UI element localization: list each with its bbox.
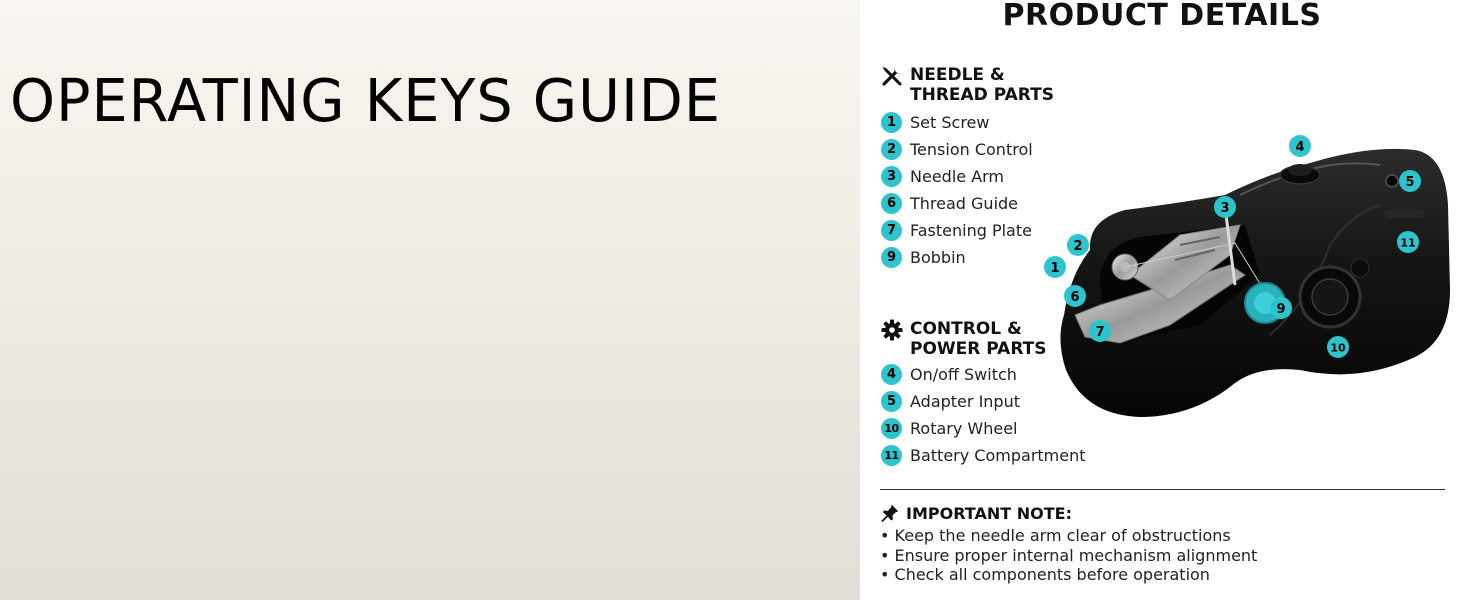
part-label: Rotary Wheel (910, 419, 1018, 438)
needle-parts-list (881, 109, 1033, 271)
part-label: Needle Arm (910, 167, 1005, 186)
list-item (881, 136, 1033, 163)
part-label: Battery Compartment (910, 446, 1086, 465)
part-number-badge: 10 (881, 418, 902, 439)
callout-10 (1327, 336, 1349, 358)
control-power-section-heading (880, 319, 1047, 359)
sewing-machine-illustration (1030, 125, 1464, 435)
part-label: Tension Control (910, 140, 1033, 159)
callout-9 (1270, 297, 1292, 319)
callout-7 (1089, 320, 1111, 342)
part-number-badge: 2 (881, 139, 902, 160)
callout-6 (1064, 285, 1086, 307)
callout-11 (1397, 231, 1419, 253)
section-divider (880, 489, 1445, 490)
part-number-badge: 4 (881, 364, 902, 385)
part-label: Set Screw (910, 113, 990, 132)
note-item: • Keep the needle arm clear of obstructions (880, 526, 1231, 545)
callout-label: 10 (1330, 341, 1346, 355)
important-note-title: IMPORTANT NOTE: (906, 503, 1072, 523)
part-number-badge: 1 (881, 112, 902, 133)
list-item (881, 217, 1033, 244)
product-details-title: PRODUCT DETAILS (1002, 0, 1322, 33)
needle-thread-section-heading (880, 65, 1054, 105)
list-item (881, 109, 1033, 136)
callout-label: 4 (1295, 140, 1305, 155)
control-heading-line2: POWER PARTS (910, 339, 1047, 359)
important-note-heading (880, 503, 1072, 523)
note-item: • Check all components before operation (880, 565, 1210, 584)
part-number-badge: 6 (881, 193, 902, 214)
callout-3 (1214, 196, 1236, 218)
needle-heading-line2: THREAD PARTS (910, 85, 1054, 105)
part-label: Thread Guide (910, 194, 1019, 213)
callout-label: 2 (1073, 239, 1083, 254)
callout-label: 6 (1070, 290, 1080, 305)
callout-label: 3 (1220, 201, 1230, 216)
callout-2 (1067, 234, 1089, 256)
callout-1 (1044, 256, 1066, 278)
callout-label: 11 (1400, 236, 1416, 250)
list-item (881, 190, 1033, 217)
part-label: Bobbin (910, 248, 966, 267)
callout-label: 9 (1276, 302, 1286, 317)
part-label: Fastening Plate (910, 221, 1032, 240)
part-number-badge: 9 (881, 247, 902, 268)
callout-5 (1399, 170, 1421, 192)
part-number-badge: 5 (881, 391, 902, 412)
callout-label: 5 (1405, 175, 1415, 190)
pushpin-icon (880, 503, 900, 523)
callout-4 (1289, 135, 1311, 157)
note-item: • Ensure proper internal mechanism alignment (880, 545, 1258, 565)
part-number-badge: 7 (881, 220, 902, 241)
list-item (881, 442, 1086, 469)
part-number-badge: 3 (881, 166, 902, 187)
part-number-badge: 11 (881, 445, 902, 466)
gear-icon (880, 318, 904, 342)
part-label: On/off Switch (910, 365, 1017, 384)
callout-label: 7 (1095, 325, 1105, 340)
list-item (881, 244, 1033, 271)
important-note-list (880, 526, 1257, 585)
list-item (881, 163, 1033, 190)
guide-title: OPERATING KEYS GUIDE (10, 66, 721, 135)
part-label: Adapter Input (910, 392, 1020, 411)
tools-icon (880, 64, 904, 88)
needle-heading-line1: NEEDLE & (910, 65, 1005, 85)
callout-label: 1 (1050, 261, 1060, 276)
control-heading-line1: CONTROL & (910, 319, 1022, 339)
